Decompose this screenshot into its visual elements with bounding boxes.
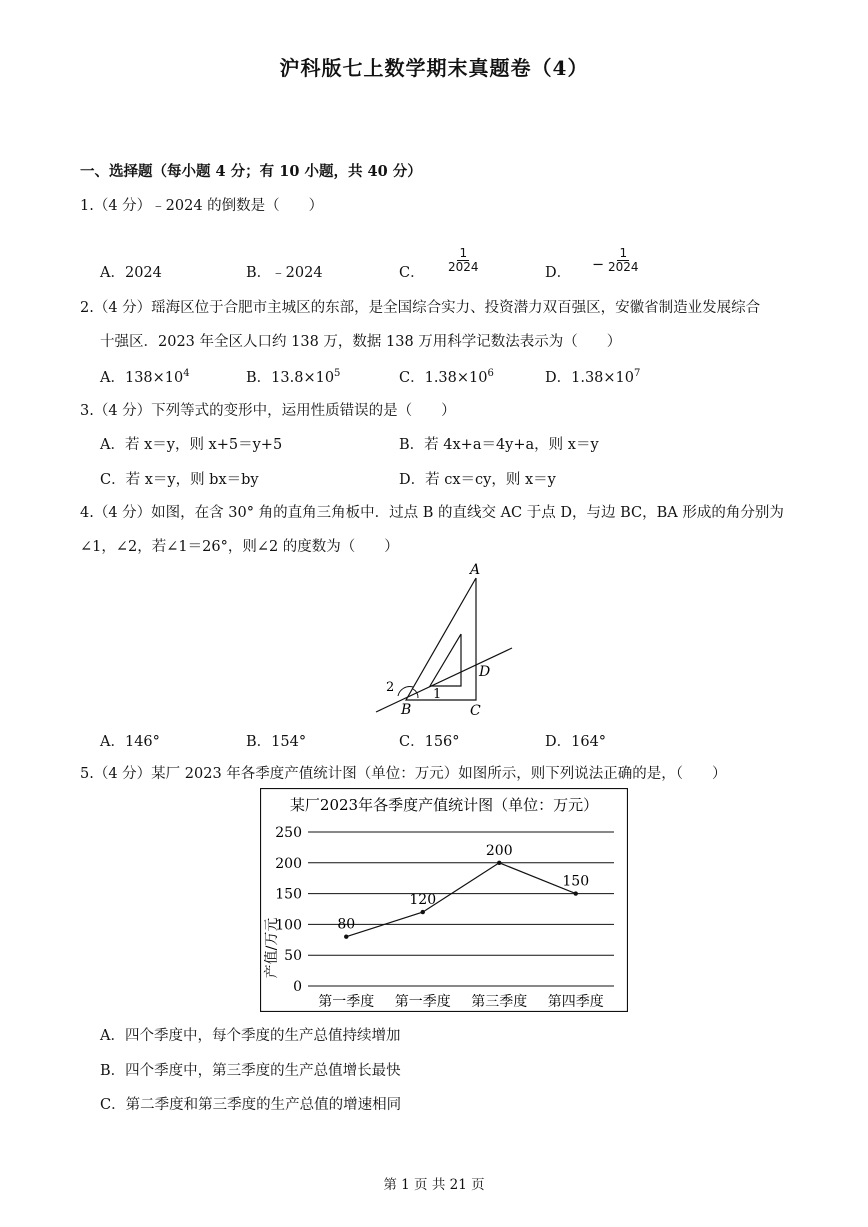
- q4-stem-line1: 4.（4 分）如图，在含 30° 角的直角三角板中．过点 B 的直线交 AC 于点 D，与边 BC，BA 形成的角分别为: [80, 505, 784, 521]
- q2-option-a: A．$138\times 10^4$: [100, 368, 190, 386]
- q3-option-a: A．若 x＝y，则 x+5＝y+5: [100, 437, 283, 453]
- q1-option-b: B．﹣2024: [246, 265, 323, 281]
- q4-option-b: B．154°: [246, 734, 307, 750]
- section-heading: 一、选择题（每小题 4 分；有 10 小题，共 40 分）: [80, 163, 422, 180]
- q1-d-numerator: 1: [619, 246, 628, 260]
- q1-d-sign: −: [592, 257, 605, 273]
- q1-stem: 1.（4 分）﹣2024 的倒数是（ ）: [80, 198, 324, 214]
- y-tick-label: 0: [293, 979, 302, 995]
- q1-d-denominator: 2024: [608, 260, 639, 274]
- q1-option-c-label: C．: [399, 265, 425, 281]
- series-line: [346, 863, 576, 937]
- q4-option-d: D．164°: [545, 734, 607, 750]
- data-point: [497, 861, 501, 865]
- q4-option-c: C．156°: [399, 734, 460, 750]
- label-c: C: [470, 703, 481, 719]
- q2-stem-line2: 十强区．2023 年全区人口约 138 万，数据 138 万用科学记数法表示为（ ）: [100, 334, 622, 350]
- q4-option-a: A．146°: [100, 734, 160, 750]
- data-point: [421, 910, 425, 914]
- q2-stem-line1: 2.（4 分）瑶海区位于合肥市主城区的东部，是全国综合实力、投资潜力双百强区，安徽省制造业发展综合: [80, 300, 761, 316]
- q3-option-b: B．若 4x+a＝4y+a，则 x＝y: [399, 437, 599, 453]
- q3-stem: 3.（4 分）下列等式的变形中，运用性质错误的是（ ）: [80, 403, 456, 419]
- q5-line-chart: [260, 788, 628, 1012]
- q1-c-numerator: 1: [459, 246, 468, 260]
- page-title: 沪科版七上数学期末真题卷（4）: [279, 56, 589, 80]
- chart-title: 某厂2023年各季度产值统计图（单位：万元）: [289, 796, 599, 814]
- chart-x-ticks: [318, 993, 604, 1010]
- q2-option-d: D．$1.38\times 10^7$: [545, 368, 641, 386]
- label-angle-2: 2: [386, 680, 395, 695]
- chart-y-axis-label: 产值/万元: [264, 917, 280, 979]
- y-tick-label: 200: [275, 855, 302, 872]
- y-tick-label: 250: [275, 825, 302, 841]
- q5-stem: 5.（4 分）某厂 2023 年各季度产值统计图（单位：万元）如图所示，则下列说法正确的是，（ ）: [80, 766, 727, 782]
- data-label: 80: [337, 916, 356, 933]
- q5-option-b: B．四个季度中，第三季度的生产总值增长最快: [100, 1063, 401, 1079]
- q5-option-c: C．第二季度和第三季度的生产总值的增速相同: [100, 1097, 402, 1113]
- q1-option-d-label: D．: [545, 265, 572, 281]
- label-b: B: [401, 702, 412, 718]
- data-label: 200: [485, 842, 513, 859]
- line-through-b: [376, 648, 512, 712]
- label-d: D: [479, 664, 491, 680]
- data-point: [344, 935, 348, 939]
- x-tick-label: 第一季度: [394, 994, 451, 1010]
- q1-option-a: A．2024: [100, 265, 162, 281]
- x-tick-label: 第一季度: [318, 994, 375, 1010]
- chart-grid: [308, 832, 614, 986]
- q1-option-d-fraction: [606, 247, 641, 274]
- label-a: A: [470, 562, 481, 578]
- data-label: 150: [562, 873, 590, 890]
- q5-option-a: A．四个季度中，每个季度的生产总值持续增加: [100, 1028, 401, 1044]
- chart-frame: [261, 789, 628, 1012]
- q3-option-d: D．若 cx＝cy，则 x＝y: [399, 472, 556, 488]
- q2-option-b: B．$13.8\times 10^5$: [246, 368, 341, 386]
- q2-option-c: C．$1.38\times 10^6$: [399, 368, 494, 386]
- q1-option-c-fraction: [446, 247, 481, 274]
- label-angle-1: 1: [433, 687, 442, 702]
- page-footer: 第 1 页 共 21 页: [383, 1177, 485, 1193]
- q4-stem-line2: ∠1，∠2，若∠1＝26°，则∠2 的度数为（ ）: [80, 539, 399, 555]
- y-tick-label: 150: [275, 886, 302, 903]
- q4-triangle-figure: [370, 560, 530, 720]
- y-tick-label: 100: [275, 917, 302, 934]
- inner-triangle: [430, 634, 461, 686]
- data-point: [574, 891, 578, 895]
- q3-option-c: C．若 x＝y，则 bx＝by: [100, 472, 259, 488]
- x-tick-label: 第四季度: [547, 994, 604, 1010]
- y-tick-label: 50: [284, 948, 302, 965]
- q1-c-denominator: 2024: [448, 260, 479, 274]
- data-label: 120: [409, 892, 437, 909]
- x-tick-label: 第三季度: [471, 994, 528, 1010]
